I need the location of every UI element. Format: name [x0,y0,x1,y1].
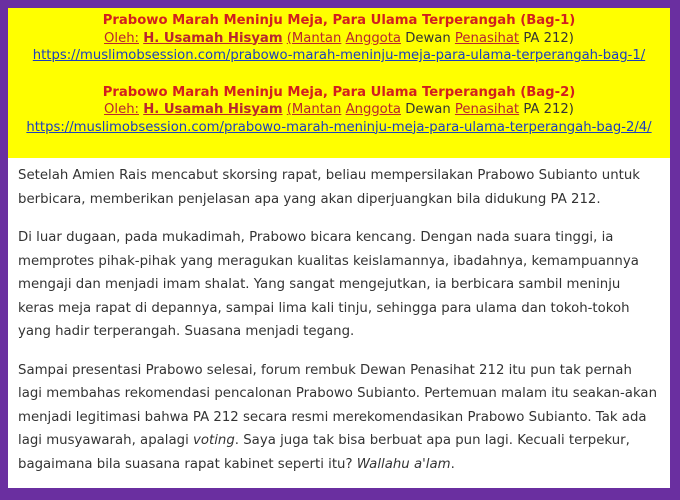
article-title: Prabowo Marah Meninju Meja, Para Ulama Terperangah (Bag-2) [102,84,576,100]
article-link[interactable]: https://muslimobsession.com/prabowo-marah-meninju-meja-para-ulama-terperangah-bag-1/ [32,48,646,63]
paragraph-3-end: . [450,456,455,472]
role-mantan: Mantan [291,30,342,46]
role-pa: PA 212) [523,30,574,46]
byline-prefix: Oleh: [104,30,139,46]
role-penasihat: Penasihat [454,102,520,117]
paragraph-2: Di luar dugaan, pada mukadimah, Prabowo bicara kencang. Dengan nada suara tinggi, ia memprotes pihak-pihak yang meragukan kualitas keislamannya, ibadahnya, kemampuannya mengaji dan menjadi imam shalat. Yang sangat mengejutkan, ia berbicara sambil meninju keras meja rapat di depannya, sampai lima kali tinju, sehingga para ulama dan tokoh-tokoh yang hadir terperangah. Suasana menjadi tegang. [18,230,639,339]
paragraph-3-text-cont: . Saya juga tak bisa berbuat apa pun lagi. Kecuali terpekur, bagaimana bila suasana rapat kabinet seperti itu? [18,433,630,472]
role-anggota: Anggota [345,30,402,46]
author-name: H. Usamah Hisyam [143,102,283,117]
role-anggota: Anggota [345,102,402,117]
role-dewan: Dewan [405,102,451,117]
paragraph-3-text: Sampai presentasi Prabowo selesai, forum rembuk Dewan Penasihat 212 itu pun tak pernah lagi membahas rekomendasi pencalonan Prabowo Subianto. Pertemuan malam itu seakan-akan menjadi legitimasi bahwa PA 212 secara resmi merekomendasikan Prabowo Subianto. Tak ada lagi musyawarah, apalagi [18,362,657,448]
paragraph-3 [18,359,658,477]
role-pa: PA 212) [523,102,574,117]
role-paren: ( [286,102,292,117]
role-mantan: Mantan [291,102,342,117]
role-dewan: Dewan [405,30,451,46]
article-reference-1 [8,12,670,65]
closing-phrase: Wallahu a'lam [356,456,451,472]
article-link[interactable]: https://muslimobsession.com/prabowo-marah-meninju-meja-para-ulama-terperangah-bag-2/4/ [26,119,652,135]
role-penasihat: Penasihat [454,30,520,46]
article-references-box [8,8,670,158]
voting-emphasis: voting [193,433,235,448]
byline-prefix: Oleh: [104,102,139,117]
article-byline [8,30,670,48]
document-frame [8,8,670,488]
article-reference-2 [8,84,670,137]
paragraph-1: Setelah Amien Rais mencabut skorsing rapat, beliau mempersilakan Prabowo Subianto untuk berbicara, memberikan penjelasan apa yang akan diperjuangkan bila didukung PA 212. [18,168,640,207]
article-body [18,164,658,491]
article-byline [8,101,670,119]
role-paren: ( [286,30,292,46]
author-name: H. Usamah Hisyam [143,30,283,46]
article-title: Prabowo Marah Meninju Meja, Para Ulama Terperangah (Bag-1) [102,13,576,28]
